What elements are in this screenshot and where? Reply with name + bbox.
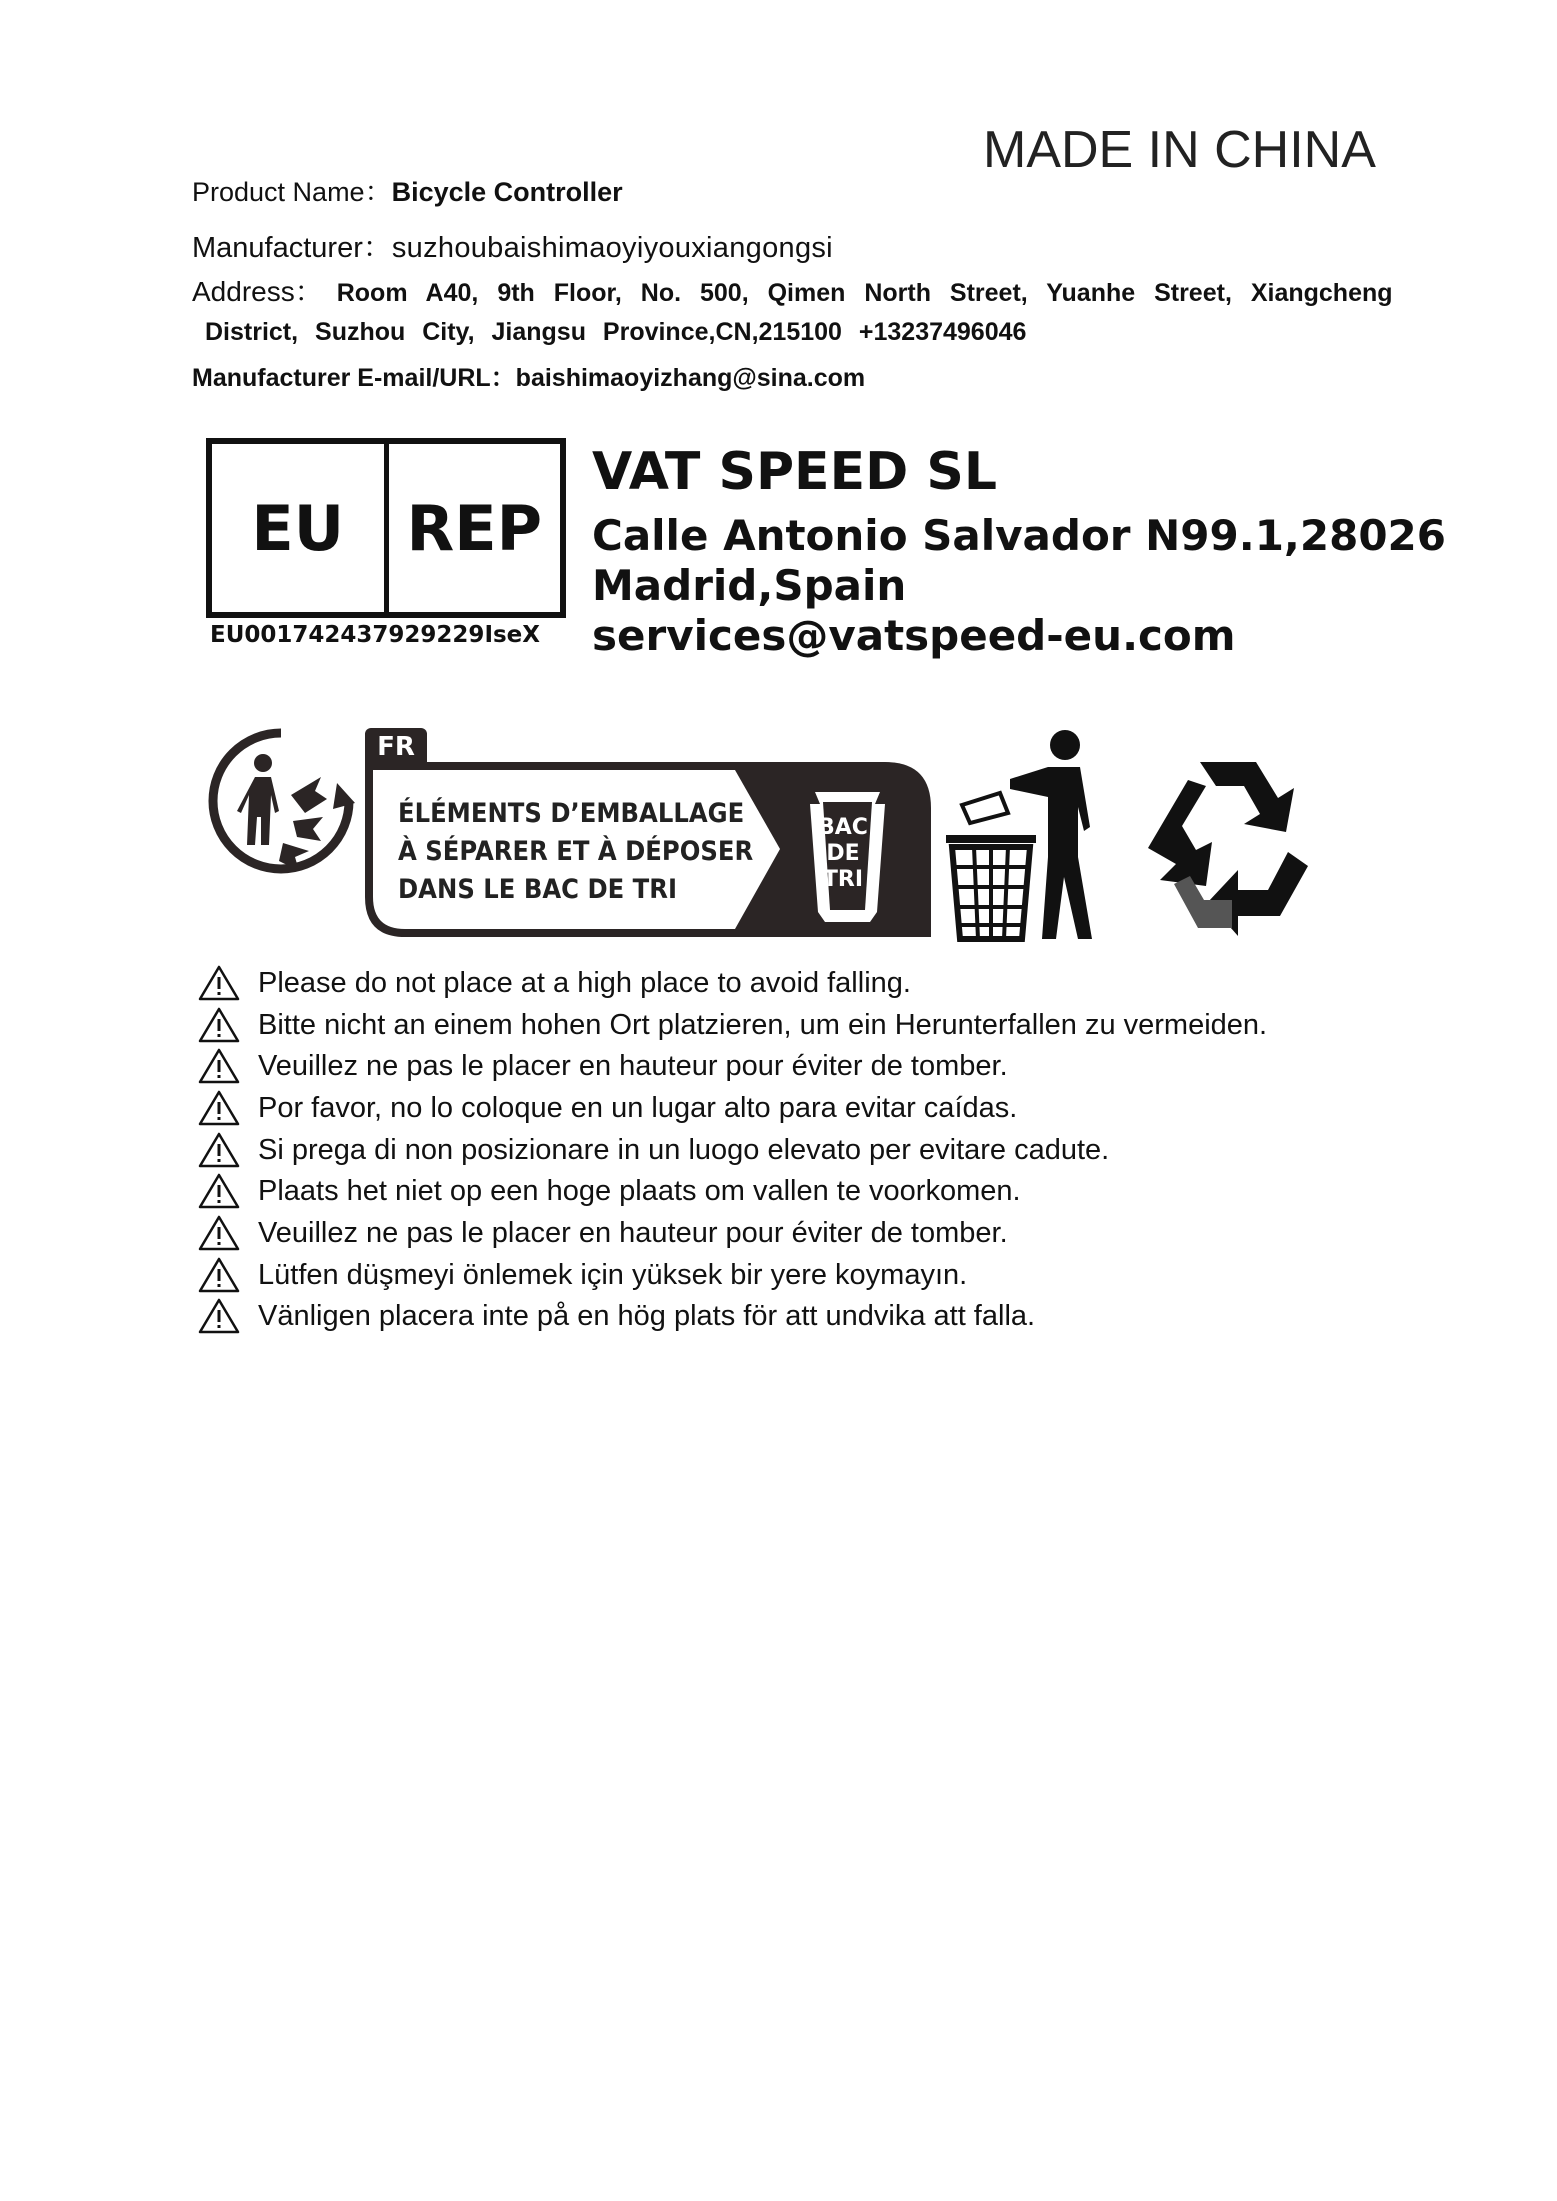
tidy-man-icon — [940, 727, 1115, 942]
eu-rep-code: EU001742437929229IseX — [210, 622, 541, 648]
warning-item — [198, 1254, 1267, 1296]
eu-rep-box-eu: EU — [251, 491, 345, 565]
warning-text: Lütfen düşmeyi önlemek için yüksek bir yere koymayın. — [258, 1258, 968, 1291]
warning-triangle-icon — [198, 1298, 240, 1334]
manufacturer-row — [192, 232, 833, 264]
address-label: Address： — [192, 276, 323, 307]
warning-triangle-icon — [198, 1257, 240, 1293]
recycling-info-line-1: ÉLÉMENTS D’EMBALLAGE — [398, 798, 745, 829]
warning-triangle-icon — [198, 1132, 240, 1168]
eu-rep-box-rep: REP — [384, 444, 561, 612]
address-line-1: Room A40, 9th Floor, No. 500, Qimen North Street, Yuanhe Street, Xiangcheng — [336, 279, 1393, 307]
eu-rep-email: services@vatspeed-eu.com — [592, 611, 1236, 660]
eu-rep-box — [206, 438, 566, 618]
warning-triangle-icon — [198, 1173, 240, 1209]
product-name-label: Product Name： — [192, 177, 392, 207]
email-value: baishimaoyizhang@sina.com — [515, 364, 866, 392]
email-label: Manufacturer E-mail/URL： — [192, 364, 516, 392]
eu-rep-address-line-1: Calle Antonio Salvador N99.1,28026 — [592, 511, 1446, 560]
warning-item — [198, 1045, 1267, 1087]
warning-text: Por favor, no lo coloque en un lugar alto para evitar caídas. — [258, 1091, 1018, 1124]
product-name-row — [192, 176, 623, 208]
warning-triangle-icon — [198, 1090, 240, 1126]
warning-triangle-icon — [198, 965, 240, 1001]
warning-text: Bitte nicht an einem hohen Ort platzieren, um ein Herunterfallen zu vermeiden. — [258, 1008, 1268, 1041]
eu-rep-address-line-2: Madrid,Spain — [592, 561, 907, 610]
warning-text: Please do not place at a high place to avoid falling. — [258, 966, 911, 999]
triman-icon — [205, 725, 357, 877]
warning-triangle-icon — [198, 1215, 240, 1251]
product-name-value: Bicycle Controller — [391, 177, 623, 207]
sorting-bin-icon — [805, 815, 881, 893]
warning-item — [198, 1296, 1267, 1338]
manufacturer-value: suzhoubaishimaoyiyouxiangongsi — [391, 232, 833, 264]
warning-item — [198, 1004, 1267, 1046]
warning-text: Vänligen placera inte på en hög plats för att undvika att falla. — [258, 1300, 1036, 1333]
warning-text: Veuillez ne pas le placer en hauteur pour éviter de tomber. — [258, 1216, 1008, 1249]
bin-label-line-2: DE — [826, 841, 860, 866]
recycling-info-text — [398, 795, 753, 909]
warning-triangle-icon — [198, 1007, 240, 1043]
email-row — [192, 362, 865, 394]
fr-tag: FR — [365, 728, 427, 766]
manufacturer-label: Manufacturer： — [192, 232, 392, 264]
warning-triangle-icon — [198, 1048, 240, 1084]
warning-item — [198, 1170, 1267, 1212]
warning-item — [198, 1129, 1267, 1171]
warning-text: Si prega di non posizionare in un luogo elevato per evitare cadute. — [258, 1133, 1110, 1166]
recycle-icon — [1128, 740, 1328, 940]
bin-label-line-1: BAC — [818, 815, 868, 840]
warning-text: Veuillez ne pas le placer en hauteur pour éviter de tomber. — [258, 1050, 1008, 1083]
eu-rep-company: VAT SPEED SL — [592, 442, 997, 502]
recycling-info-line-3: DANS LE BAC DE TRI — [398, 874, 677, 905]
warning-text: Plaats het niet op een hoge plaats om vallen te voorkomen. — [258, 1175, 1021, 1208]
address-line-2: District, Suzhou City, Jiangsu Province,CN,215100 +13237496046 — [205, 318, 1027, 346]
made-in-china-label: MADE IN CHINA — [983, 121, 1376, 179]
warning-item — [198, 962, 1267, 1004]
address-row — [192, 276, 1393, 309]
recycling-info-line-2: À SÉPARER ET À DÉPOSER — [398, 836, 754, 867]
warning-item — [198, 1212, 1267, 1254]
warning-item — [198, 1087, 1267, 1129]
warning-list — [198, 962, 1267, 1337]
bin-label-line-3: TRI — [822, 867, 864, 892]
